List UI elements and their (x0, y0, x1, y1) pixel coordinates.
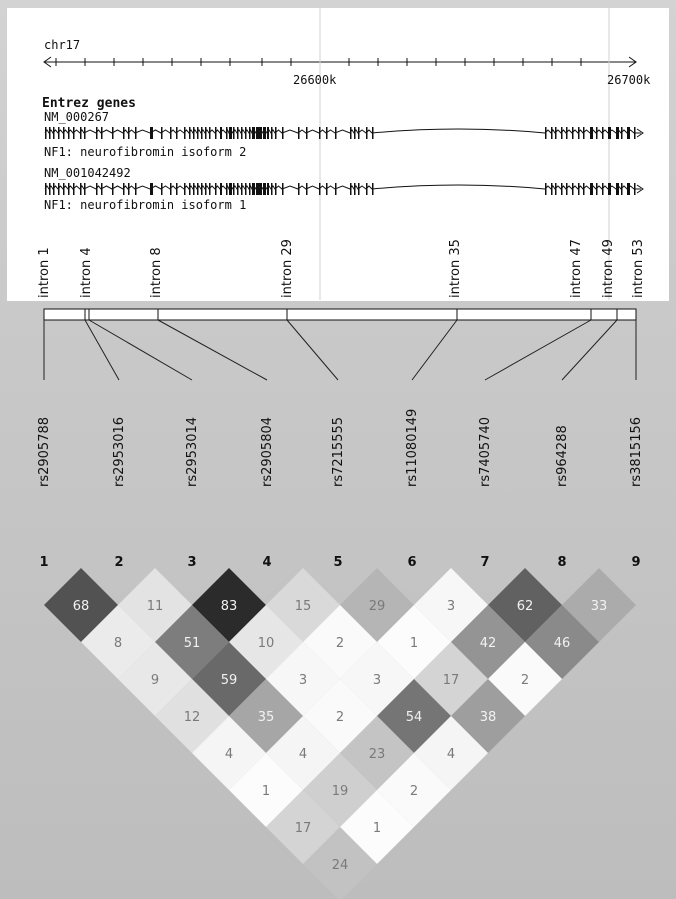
exon (45, 183, 47, 195)
exon (96, 183, 98, 195)
exon (193, 127, 195, 139)
ld-cell-value: 1 (409, 636, 419, 651)
exon (205, 127, 207, 139)
ld-cell-value: 2 (335, 710, 345, 725)
ld-cell-value: 3 (298, 673, 308, 688)
exon (68, 183, 70, 195)
snp-label: rs7405740 (478, 416, 493, 487)
exon (80, 183, 82, 195)
marker-connector-lines (44, 320, 636, 380)
marker-connector-line (85, 320, 119, 380)
exon (372, 183, 374, 195)
exon (49, 183, 51, 195)
transcript-2-id: NM_001042492 (44, 166, 131, 180)
exon (263, 183, 266, 195)
exon (215, 127, 217, 139)
exon (572, 183, 574, 195)
ld-cell-value: 2 (520, 673, 530, 688)
ld-cell-value: 59 (220, 673, 238, 688)
ld-cell-value: 2 (409, 784, 419, 799)
exon (184, 183, 186, 195)
gene-track-title: Entrez genes (42, 96, 136, 111)
marker-connector-line (158, 320, 267, 380)
exon (201, 127, 203, 139)
exon (551, 127, 553, 139)
exon (135, 183, 137, 195)
exon (561, 183, 563, 195)
exon (358, 127, 360, 139)
exon (84, 127, 86, 139)
marker-map-bar-outline (44, 309, 636, 320)
snp-label: rs2953016 (112, 416, 127, 487)
ld-cell-value: 9 (150, 673, 160, 688)
exon (220, 127, 222, 139)
exon (63, 183, 65, 195)
exon (112, 183, 114, 195)
exon (58, 127, 60, 139)
marker-number: 4 (262, 555, 272, 570)
exon (583, 127, 585, 139)
exon (101, 183, 103, 195)
exon (128, 127, 130, 139)
marker-connector-line (412, 320, 457, 380)
exon (583, 183, 585, 195)
exon (101, 127, 103, 139)
exon (354, 183, 356, 195)
ld-cell-value: 4 (446, 747, 456, 762)
exon (252, 127, 255, 139)
marker-connector-line (562, 320, 617, 380)
exon (306, 127, 308, 139)
snp-label: rs2953014 (185, 416, 200, 487)
exon (366, 127, 368, 139)
snp-label: rs2905788 (37, 416, 52, 487)
ld-cell-value: 68 (72, 599, 90, 614)
snp-label: rs3815156 (629, 416, 644, 487)
exon (189, 183, 191, 195)
ld-cell-value: 35 (257, 710, 275, 725)
exon (596, 183, 598, 195)
exon (551, 183, 553, 195)
exon (566, 127, 568, 139)
exon (220, 183, 222, 195)
exon (241, 183, 243, 195)
exon (63, 127, 65, 139)
exon (201, 183, 203, 195)
ld-cell-value: 11 (146, 599, 164, 614)
intron-label: intron 47 (569, 239, 584, 298)
exon (123, 127, 125, 139)
marker-number: 5 (333, 555, 343, 570)
exon (627, 183, 630, 195)
exon (80, 127, 82, 139)
exon (608, 183, 611, 195)
marker-number: 6 (407, 555, 417, 570)
ld-cell-value: 46 (553, 636, 571, 651)
exon (215, 183, 217, 195)
exon (233, 127, 235, 139)
ld-cell-value: 23 (368, 747, 386, 762)
exon (319, 183, 321, 195)
exon (197, 183, 199, 195)
exon (326, 183, 328, 195)
exon (282, 183, 284, 195)
exon (350, 183, 352, 195)
ld-cell-value: 42 (479, 636, 497, 651)
exon (319, 127, 321, 139)
exon (350, 127, 352, 139)
exon (555, 183, 557, 195)
exon (545, 127, 547, 139)
exon (590, 127, 593, 139)
ld-cell-value: 4 (224, 747, 234, 762)
ld-cell-value: 2 (335, 636, 345, 651)
exon (176, 183, 178, 195)
ld-cell-value: 19 (331, 784, 349, 799)
exon (354, 127, 356, 139)
marker-connector-line (287, 320, 338, 380)
intron-label: intron 49 (601, 239, 616, 298)
exon (306, 183, 308, 195)
ld-cell-value: 62 (516, 599, 534, 614)
exon (45, 127, 47, 139)
ld-cell-value: 29 (368, 599, 386, 614)
exon (634, 127, 636, 139)
exon (249, 183, 251, 195)
exon (189, 127, 191, 139)
marker-number: 3 (187, 555, 197, 570)
ld-cell-value: 4 (298, 747, 308, 762)
exon (229, 127, 232, 139)
ld-cell-value: 33 (590, 599, 608, 614)
marker-map-bar (44, 309, 636, 320)
exon (170, 183, 172, 195)
chromosome-label: chr17 (44, 38, 81, 52)
exon (84, 183, 86, 195)
ld-cell-value: 17 (294, 821, 312, 836)
intron-label: intron 4 (79, 247, 94, 298)
exon (197, 127, 199, 139)
ld-cell-value: 15 (294, 599, 312, 614)
snp-label: rs2905804 (260, 416, 275, 487)
ld-cell-value: 38 (479, 710, 497, 725)
exon (233, 183, 235, 195)
ld-heatmap (44, 568, 636, 899)
exon (73, 127, 75, 139)
ld-cell-value: 54 (405, 710, 423, 725)
intron-label: intron 29 (280, 239, 295, 298)
ld-cell-value: 8 (113, 636, 123, 651)
exon (245, 183, 247, 195)
ld-cell-value: 10 (257, 636, 275, 651)
exon (335, 183, 337, 195)
exon (209, 127, 211, 139)
exon (616, 127, 619, 139)
marker-number: 9 (631, 555, 641, 570)
exon (282, 127, 284, 139)
ld-cell-value: 1 (372, 821, 382, 836)
exon (566, 183, 568, 195)
exon (298, 183, 300, 195)
exon (275, 183, 277, 195)
exon (237, 183, 239, 195)
exon (621, 127, 623, 139)
exon (545, 183, 547, 195)
exon (326, 127, 328, 139)
ld-cell-value: 3 (446, 599, 456, 614)
marker-numbers (39, 555, 640, 570)
ld-cell-value: 24 (331, 858, 349, 873)
marker-number: 7 (480, 555, 490, 570)
exon (267, 127, 269, 139)
ld-cell-value: 17 (442, 673, 460, 688)
intron-label: intron 1 (37, 247, 52, 298)
exon (252, 183, 255, 195)
ld-cell-value: 83 (220, 599, 238, 614)
marker-number: 2 (114, 555, 124, 570)
marker-number: 1 (39, 555, 49, 570)
exon (209, 183, 211, 195)
exon (193, 183, 195, 195)
exon (634, 183, 636, 195)
exon (249, 127, 251, 139)
exon (237, 127, 239, 139)
exon (73, 183, 75, 195)
exon (226, 127, 228, 139)
exon (176, 127, 178, 139)
exon (259, 127, 262, 139)
exon (561, 127, 563, 139)
exon (68, 127, 70, 139)
snp-labels (37, 409, 644, 487)
exon (128, 183, 130, 195)
tick-label-26600k: 26600k (293, 73, 337, 87)
exon (602, 127, 604, 139)
exon (53, 183, 55, 195)
transcript-1-description: NF1: neurofibromin isoform 2 (44, 145, 247, 159)
exon (150, 183, 153, 195)
exon (49, 127, 51, 139)
exon (627, 127, 630, 139)
exon (267, 183, 269, 195)
intron-label: intron 35 (448, 239, 463, 298)
exon (161, 127, 163, 139)
exon (205, 183, 207, 195)
exon (275, 127, 277, 139)
exon (53, 127, 55, 139)
exon (96, 127, 98, 139)
exon (372, 127, 374, 139)
exon (226, 183, 228, 195)
exon (596, 127, 598, 139)
snp-label: rs7215555 (331, 416, 346, 487)
exon (135, 127, 137, 139)
marker-number: 8 (557, 555, 567, 570)
ld-cell-value: 3 (372, 673, 382, 688)
transcript-1-id: NM_000267 (44, 110, 110, 124)
exon (123, 183, 125, 195)
exon (366, 183, 368, 195)
tick-label-26700k: 26700k (607, 73, 651, 87)
exon (245, 127, 247, 139)
exon (298, 127, 300, 139)
exon (555, 127, 557, 139)
exon (578, 127, 580, 139)
exon (602, 183, 604, 195)
exon (229, 183, 232, 195)
ld-cell-value: 51 (183, 636, 201, 651)
snp-label: rs11080149 (405, 408, 420, 487)
exon (58, 183, 60, 195)
marker-connector-line (485, 320, 591, 380)
exon (184, 127, 186, 139)
exon (590, 183, 593, 195)
exon (572, 127, 574, 139)
exon (241, 127, 243, 139)
exon (358, 183, 360, 195)
exon (271, 127, 273, 139)
exon (578, 183, 580, 195)
transcript-2-description: NF1: neurofibromin isoform 1 (44, 198, 247, 212)
exon (161, 183, 163, 195)
exon (616, 183, 619, 195)
exon (621, 183, 623, 195)
marker-connector-line (89, 320, 192, 380)
ld-cell-value: 1 (261, 784, 271, 799)
exon (112, 127, 114, 139)
exon (335, 127, 337, 139)
exon (271, 183, 273, 195)
ld-cell-value: 12 (183, 710, 201, 725)
intron-label: intron 53 (631, 239, 646, 298)
exon (263, 127, 266, 139)
exon (259, 183, 262, 195)
exon (608, 127, 611, 139)
intron-label: intron 8 (149, 247, 164, 298)
snp-label: rs964288 (555, 425, 570, 487)
exon (150, 127, 153, 139)
exon (170, 127, 172, 139)
